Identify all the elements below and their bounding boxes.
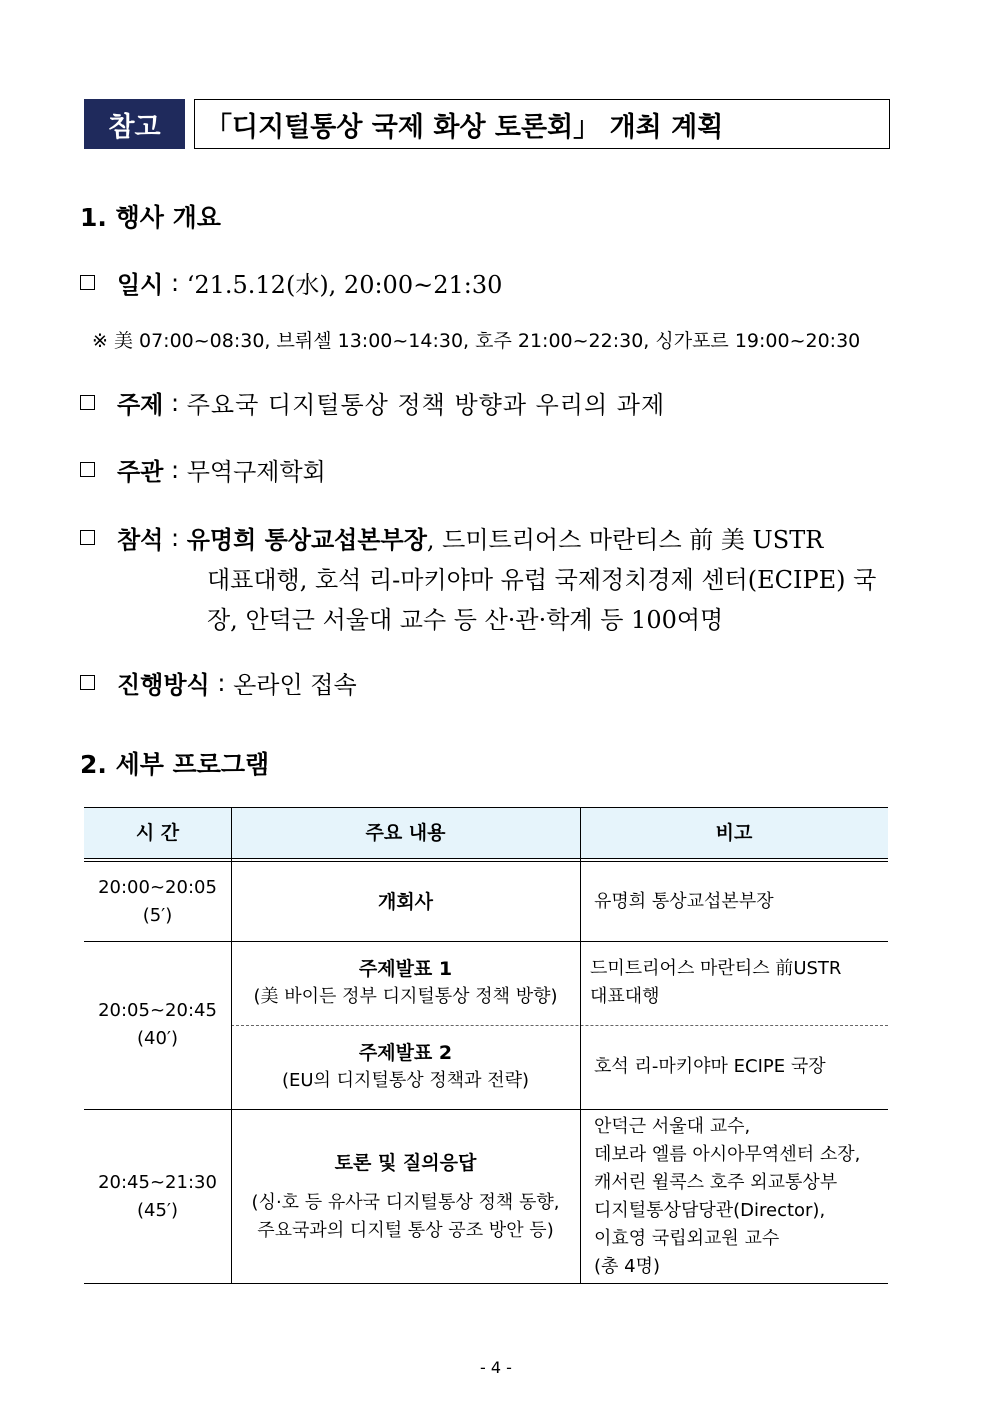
header-time: 시 간	[135, 822, 180, 844]
host-label: 주관	[117, 458, 164, 486]
document-title: 「디지털통상 국제 화상 토론회」 개최 계획	[194, 99, 890, 149]
topic-separator: :	[163, 388, 187, 417]
header-divider-1	[84, 858, 888, 859]
presentation-2-speaker: 호석 리-마키야마 ECIPE 국장	[594, 1056, 826, 1077]
checkbox-square-icon	[80, 530, 95, 545]
topic-item	[80, 385, 665, 420]
row-divider	[84, 941, 888, 942]
table-top-border	[84, 807, 888, 808]
attendance-line-2: 대표대행, 호석 리-마키야마 유럽 국제정치경제 센터(ECIPE) 국	[207, 566, 877, 594]
row-divider	[84, 1109, 888, 1110]
header-note: 비고	[715, 822, 753, 844]
table-row: 20:05~20:45 (40′)	[98, 1000, 217, 1049]
presentation-1: 주제발표 1 (美 바이든 정부 디지털통상 정책 방향)	[253, 958, 558, 1007]
format-separator: :	[209, 668, 234, 697]
attendance-line-3: 장, 안덕근 서울대 교수 등 산·관·학계 등 100여명	[207, 606, 724, 634]
section-2-heading: 2. 세부 프로그램	[80, 750, 270, 779]
date-value: ‘21.5.12(水), 20:00~21:30	[186, 271, 503, 299]
subrow-divider	[231, 1025, 888, 1026]
table-bottom-border	[84, 1283, 888, 1284]
header-content: 주요 내용	[365, 822, 446, 844]
table-row: 20:00~20:05 (5′)	[98, 877, 217, 926]
attendance-item	[80, 520, 823, 555]
checkbox-square-icon	[80, 395, 95, 410]
section-1-heading: 1. 행사 개요	[80, 203, 221, 232]
time-zone-note: ※ 美 07:00~08:30, 브뤼셀 13:00~14:30, 호주 21:00~22:30, 싱가포르 19:00~20:30	[92, 330, 861, 352]
attendance-separator: :	[163, 523, 187, 552]
attendance-highlight: 유명희 통상교섭본부장	[186, 525, 427, 554]
format-value: 온라인 접속	[233, 671, 357, 699]
attendance-label: 참석	[117, 526, 164, 554]
reference-badge: 참고	[84, 99, 185, 149]
header-divider-2	[84, 861, 888, 862]
date-item	[80, 265, 502, 300]
column-divider	[231, 807, 232, 1284]
discussion: 토론 및 질의응답 (싱·호 등 유사국 디지털통상 정책 동향, 주요국과의 디지털 통상 공조 방안 등)	[251, 1151, 560, 1241]
attendance-line-1: , 드미트리어스 마란티스 前 美 USTR	[426, 526, 824, 554]
format-item	[80, 665, 357, 700]
topic-label: 주제	[117, 391, 164, 419]
host-separator: :	[163, 455, 187, 484]
page-number: - 4 -	[480, 1358, 512, 1377]
table-row: 20:45~21:30 (45′)	[98, 1171, 217, 1221]
opening-speaker: 유명희 통상교섭본부장	[594, 891, 774, 912]
checkbox-square-icon	[80, 675, 95, 690]
date-label: 일시	[117, 271, 164, 299]
presentation-1-speaker: 드미트리어스 마란티스 前USTR 대표대행	[590, 958, 842, 1007]
discussion-panelists: 안덕근 서울대 교수, 데보라 엘름 아시아무역센터 소장, 캐서린 윌콕스 호주 외교통상부 디지털통상담당관(Director), 이효영 국립외교원 교수 (총 4명)	[594, 1115, 861, 1277]
format-label: 진행방식	[117, 671, 210, 699]
column-divider	[580, 807, 581, 1284]
host-item	[80, 452, 326, 487]
checkbox-square-icon	[80, 275, 95, 290]
topic-value: 주요국 디지털통상 정책 방향과 우리의 과제	[186, 391, 666, 419]
presentation-2: 주제발표 2 (EU의 디지털통상 정책과 전략)	[281, 1042, 530, 1091]
date-separator: :	[163, 268, 187, 297]
host-value: 무역구제학회	[186, 458, 326, 486]
checkbox-square-icon	[80, 462, 95, 477]
opening-speech: 개회사	[377, 891, 434, 913]
